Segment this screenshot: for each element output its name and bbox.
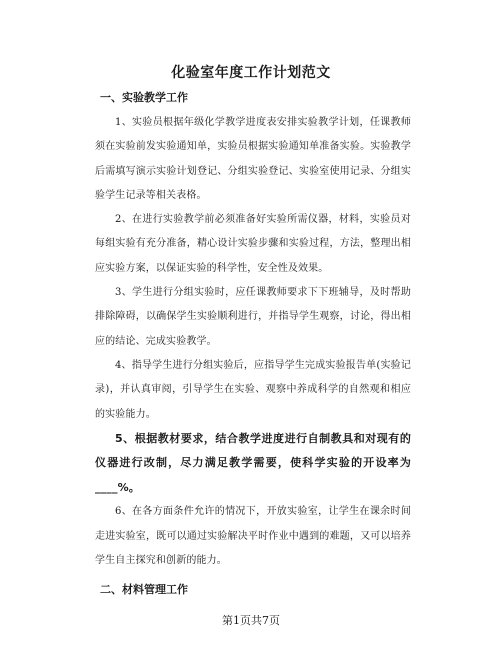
document-title: 化验室年度工作计划范文 [171,65,331,81]
paragraph-3: 3、学生进行分组实验时，应任课教师要求下下班辅导，及时帮助排除障碍，以确保学生实验顺利进行，并指导学生观察，讨论，得出相应的结论、完成实验教学。 [95,287,411,347]
paragraph-1: 1、实验员根据年级化学教学进度表安排实验教学计划，任课教师须在实验前发实验通知单，实验员根据实验通知单准备实验。实验教学后需填写演示实验计划登记、分组实验登记、实验室使用记录、分组实验学生记录等相关表格。 [95,117,411,201]
section-heading-materials: 二、材料管理工作 [100,583,188,597]
document-body [95,85,411,603]
paragraph-4: 4、指导学生进行分组实验后，应指导学生完成实验报告单(实验记录)，并认真审阅，引导学生在实验、观察中养成科学的自然观和相应的实验能力。 [95,359,411,420]
paragraph-2: 2、在进行实验教学前必须准备好实验所需仪器，材料，实验员对每组实验有充分准备，精心设计实验步骤和实验过程，方法，整理出相应实验方案，以保证实验的科学性，安全性及效果。 [95,214,411,274]
section-heading-teaching: 一、实验教学工作 [100,91,188,104]
page-number-footer: 第1页共7页 [222,614,280,627]
paragraph-5: 5、根据教材要求，结合教学进度进行自制教具和对现有的仪器进行改制，尽力满足教学需要，使科学实验的开设率为____%。 [95,431,411,494]
paragraph-6: 6、在各方面条件允许的情况下，开放实验室，让学生在课余时间走进实验室，既可以通过实验解决平时作业中遇到的难题，又可以培养学生自主探究和创新的能力。 [95,506,411,566]
